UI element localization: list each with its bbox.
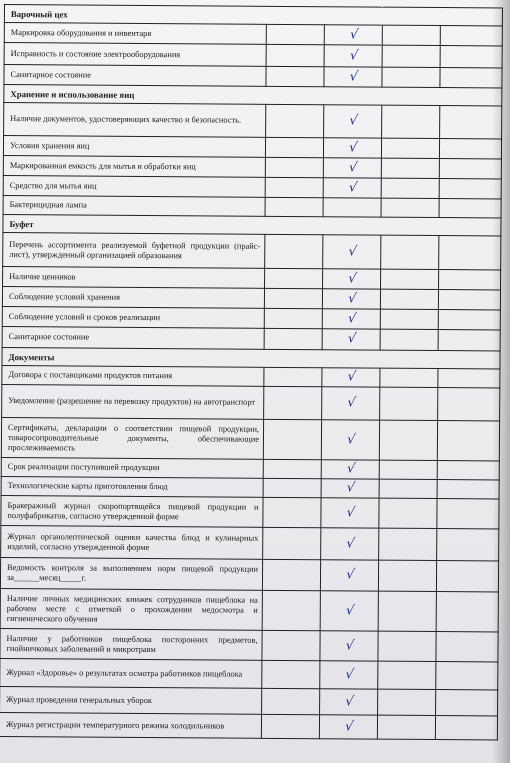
empty-mark-cell	[263, 459, 321, 478]
empty-mark-cell	[264, 328, 322, 349]
empty-mark-cell	[438, 369, 500, 388]
compliance-mark-cell	[323, 198, 381, 217]
empty-mark-cell	[265, 157, 323, 177]
compliance-mark-cell	[320, 631, 378, 661]
compliance-mark-cell	[322, 387, 380, 420]
compliance-mark-cell	[320, 689, 378, 715]
checkmark-icon: √	[346, 431, 357, 447]
checkmark-icon: √	[344, 666, 356, 682]
compliance-mark-cell	[321, 528, 379, 560]
checkmark-icon: √	[346, 461, 357, 477]
checkmark-icon: √	[344, 637, 356, 653]
empty-mark-cell	[380, 387, 438, 420]
compliance-mark-cell	[320, 661, 378, 689]
checklist-item-label: Журнал «Здоровье» о результатах осмотра работников пищеблока	[0, 658, 262, 688]
empty-mark-cell	[437, 480, 499, 499]
checkmark-icon: √	[349, 26, 360, 42]
empty-mark-cell	[382, 25, 440, 45]
checklist-item-label: Соблюдение условий хранения	[2, 286, 264, 308]
section-title: Хранение и использование яиц	[4, 85, 502, 106]
checklist-item-label: Перечень ассортимента реализуемой буфетной продукции (прайс-лист), утвержденный организацией образования	[3, 232, 265, 268]
empty-mark-cell	[439, 179, 501, 199]
empty-mark-cell	[378, 661, 436, 689]
empty-mark-cell	[378, 591, 436, 631]
empty-mark-cell	[264, 386, 322, 419]
empty-mark-cell	[381, 269, 439, 289]
checkmark-icon: √	[348, 179, 359, 195]
checklist-row	[1, 525, 499, 560]
compliance-mark-cell	[322, 309, 380, 329]
checklist-item-label: Наличие у работников пищеблока посторонних предметов, гнойничковых заболеваний и микротравм	[0, 628, 262, 660]
checkmark-icon: √	[347, 310, 358, 326]
checklist-row	[0, 712, 498, 739]
checklist-item-label: Бактерицидная лампа	[3, 195, 265, 216]
empty-mark-cell	[437, 421, 499, 461]
empty-mark-cell	[263, 497, 321, 527]
empty-mark-cell	[438, 290, 500, 310]
empty-mark-cell	[379, 420, 437, 460]
checklist-row	[2, 384, 500, 420]
checklist-item-label: Соблюдение условий и сроков реализации	[2, 306, 264, 328]
empty-mark-cell	[437, 529, 499, 561]
checkmark-icon: √	[344, 693, 355, 709]
empty-mark-cell	[378, 560, 436, 591]
checkmark-icon: √	[348, 113, 360, 129]
empty-mark-cell	[265, 197, 323, 216]
checkmark-icon: √	[347, 243, 359, 259]
section-title: Буфет	[3, 214, 501, 235]
checklist-row	[0, 658, 498, 689]
section-title: Документы	[2, 347, 500, 368]
compliance-mark-cell	[323, 178, 381, 198]
checklist-item-label: Исправность и состояние электрооборудования	[4, 43, 266, 67]
empty-mark-cell	[262, 688, 320, 714]
empty-mark-cell	[380, 368, 438, 387]
checklist-item-label: Журнал органолептической оценки качества блюд и кулинарных изделий, согласно утвержденной форме	[1, 525, 263, 559]
compliance-mark-cell	[323, 138, 381, 158]
checklist-item-label: Журнал регистрации температурного режима холодильников	[0, 712, 262, 738]
checklist-item-label: Технологические карты приготовления блюд	[1, 476, 263, 497]
empty-mark-cell	[266, 104, 324, 137]
empty-mark-cell	[266, 44, 324, 66]
empty-mark-cell	[438, 388, 500, 421]
checklist-item-label: Санитарное состояние	[4, 65, 266, 87]
empty-mark-cell	[262, 590, 320, 630]
compliance-mark-cell	[321, 420, 379, 460]
empty-mark-cell	[440, 68, 502, 88]
empty-mark-cell	[380, 289, 438, 309]
empty-mark-cell	[381, 198, 439, 217]
empty-mark-cell	[262, 559, 320, 590]
checklist-item-label: Санитарное состояние	[2, 326, 264, 349]
empty-mark-cell	[437, 461, 499, 480]
checklist-body	[0, 5, 503, 740]
empty-mark-cell	[263, 527, 321, 559]
empty-mark-cell	[436, 662, 498, 690]
empty-mark-cell	[437, 499, 499, 529]
empty-mark-cell	[381, 178, 439, 198]
checklist-item-label: Срок реализации поступившей продукции	[1, 457, 263, 478]
empty-mark-cell	[440, 46, 502, 68]
empty-mark-cell	[382, 105, 440, 138]
compliance-mark-cell	[323, 235, 381, 269]
empty-mark-cell	[379, 528, 437, 560]
empty-mark-cell	[439, 159, 501, 179]
empty-mark-cell	[379, 460, 437, 479]
empty-mark-cell	[261, 714, 319, 738]
empty-mark-cell	[439, 199, 501, 218]
compliance-mark-cell	[319, 715, 377, 739]
compliance-mark-cell	[321, 479, 379, 498]
checkmark-icon: √	[345, 504, 357, 520]
empty-mark-cell	[381, 138, 439, 158]
empty-mark-cell	[436, 690, 498, 716]
compliance-mark-cell	[320, 560, 378, 591]
sanitary-checklist-table	[0, 4, 503, 740]
empty-mark-cell	[378, 689, 436, 715]
checkmark-icon: √	[345, 602, 356, 618]
checklist-row	[0, 686, 498, 715]
empty-mark-cell	[439, 139, 501, 159]
compliance-mark-cell	[324, 25, 382, 45]
checklist-item-label: Наличие личных медицинских книжек сотрудников пищеблока на рабочем месте с отметкой о прохождении медосмотра и гигиенического обучения	[0, 588, 262, 630]
checkmark-icon: √	[345, 535, 357, 551]
checkmark-icon: √	[348, 139, 359, 155]
checkmark-icon: √	[348, 68, 360, 84]
empty-mark-cell	[264, 308, 322, 328]
empty-mark-cell	[381, 158, 439, 178]
empty-mark-cell	[436, 632, 498, 662]
checklist-row	[1, 495, 499, 528]
checklist-item-label: Наличие документов, удостоверяющих качество и безопасность.	[4, 103, 266, 138]
empty-mark-cell	[380, 309, 438, 329]
empty-mark-cell	[436, 561, 498, 592]
checkmark-icon: √	[346, 331, 358, 347]
checklist-row	[0, 628, 498, 661]
section-title: Варочный цех	[4, 5, 502, 26]
checklist-item-label: Условия хранения яиц	[3, 136, 265, 158]
empty-mark-cell	[263, 478, 321, 497]
empty-mark-cell	[440, 106, 502, 139]
checklist-row	[1, 417, 499, 460]
checklist-item-label: Уведомление (разрешение на перевозку продуктов) на автотранспорт	[2, 384, 264, 419]
empty-mark-cell	[440, 26, 502, 46]
checkmark-icon: √	[344, 718, 355, 734]
empty-mark-cell	[435, 716, 497, 740]
empty-mark-cell	[264, 288, 322, 308]
empty-mark-cell	[265, 177, 323, 197]
checkmark-icon: √	[347, 270, 358, 286]
compliance-mark-cell	[323, 269, 381, 289]
checklist-row	[3, 232, 501, 269]
empty-mark-cell	[438, 330, 500, 351]
checkmark-icon: √	[346, 369, 358, 385]
compliance-mark-cell	[322, 329, 380, 350]
checkmark-icon: √	[348, 47, 360, 63]
empty-mark-cell	[263, 419, 321, 459]
empty-mark-cell	[379, 479, 437, 498]
checklist-item-label: Ведомость контроля за выполнением норм пищевой продукции за______месяц_____г.	[0, 557, 262, 590]
compliance-mark-cell	[321, 498, 379, 528]
checklist-item-label: Журнал проведения генеральных уборок	[0, 686, 262, 714]
checklist-item-label: Средство для мытья яиц	[3, 175, 265, 197]
empty-mark-cell	[381, 235, 439, 269]
checkmark-icon: √	[345, 480, 357, 496]
checklist-item-label: Маркированная емкость для мытья и обработки яиц	[3, 155, 265, 177]
empty-mark-cell	[436, 592, 498, 632]
checklist-row	[0, 557, 498, 591]
empty-mark-cell	[266, 66, 324, 86]
checkmark-icon: √	[348, 159, 359, 175]
empty-mark-cell	[377, 715, 435, 739]
empty-mark-cell	[382, 67, 440, 87]
checklist-item-label: Договора с поставщиками продуктов питания	[2, 365, 264, 386]
empty-mark-cell	[265, 137, 323, 157]
checklist-item-label: Сертификаты, декларации о соответствии пищевой продукции, товаросопроводительные документы, обеспечивающие прослеживаемость	[1, 417, 263, 459]
empty-mark-cell	[264, 367, 322, 386]
checklist-item-label: Маркировка оборудования и инвентаря	[4, 23, 266, 45]
checkmark-icon: √	[346, 395, 358, 411]
empty-mark-cell	[265, 268, 323, 288]
empty-mark-cell	[439, 236, 501, 270]
empty-mark-cell	[378, 631, 436, 661]
compliance-mark-cell	[322, 289, 380, 309]
empty-mark-cell	[382, 45, 440, 67]
checkmark-icon: √	[347, 290, 358, 306]
compliance-mark-cell	[324, 45, 382, 67]
compliance-mark-cell	[320, 591, 378, 631]
empty-mark-cell	[265, 234, 323, 268]
empty-mark-cell	[379, 498, 437, 528]
checklist-row	[4, 103, 502, 139]
empty-mark-cell	[266, 24, 324, 44]
compliance-mark-cell	[323, 158, 381, 178]
empty-mark-cell	[262, 660, 320, 688]
empty-mark-cell	[438, 310, 500, 330]
compliance-mark-cell	[321, 460, 379, 479]
checklist-item-label: Бракеражный журнал скоропортящейся пищевой продукции и полуфабрикатов, согласно утвержденной форме	[1, 495, 263, 527]
checklist-row	[0, 588, 498, 631]
compliance-mark-cell	[322, 368, 380, 387]
empty-mark-cell	[262, 630, 320, 660]
compliance-mark-cell	[324, 105, 382, 138]
empty-mark-cell	[439, 270, 501, 290]
checklist-item-label: Наличие ценников	[3, 266, 265, 288]
compliance-mark-cell	[324, 67, 382, 87]
checkmark-icon: √	[345, 567, 356, 583]
empty-mark-cell	[380, 329, 438, 350]
